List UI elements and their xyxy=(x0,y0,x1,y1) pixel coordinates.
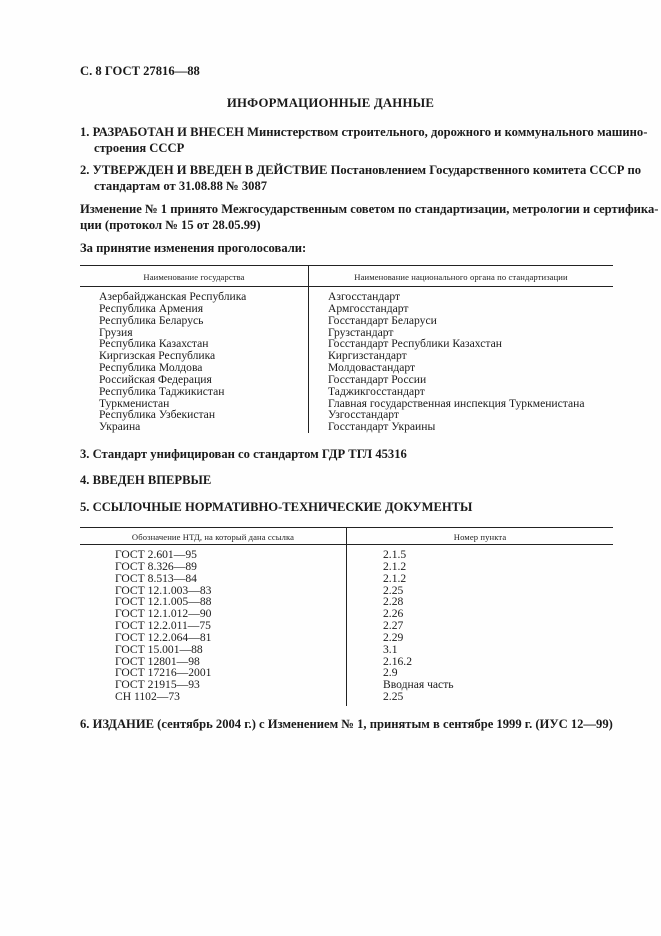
ref-clause-row: 2.25 xyxy=(383,583,404,597)
item-6 xyxy=(80,716,613,733)
ref-clause-row: 2.16.2 xyxy=(383,654,412,668)
item-1-lead: РАЗРАБОТАН И ВНЕСЕН xyxy=(92,125,244,139)
item-6-text: ИЗДАНИЕ (сентябрь 2004 г.) с Изменением № 1, принятым в сентябре 1999 г. (ИУС 12—99) xyxy=(92,717,613,731)
state-row: Республика Казахстан xyxy=(99,337,209,351)
refs-col-header: Обозначение НТД, на который дана ссылка xyxy=(131,532,295,542)
body-row: Госстандарт Украины xyxy=(328,420,436,434)
amendment-line-2: ции (протокол № 15 от 28.05.99) xyxy=(80,218,261,232)
refs-table-header-rule xyxy=(80,544,613,545)
ref-clause-row: 2.29 xyxy=(383,630,404,644)
item-4-number: 4. xyxy=(80,473,90,487)
body-row: Главная государственная инспекция Туркменистана xyxy=(328,396,585,410)
refs-docs-list xyxy=(115,549,211,703)
ref-doc-row: ГОСТ 12.1.003—83 xyxy=(115,583,212,597)
item-1-text-cont: строения СССР xyxy=(94,141,185,155)
voted-label: За принятие изменения проголосовали: xyxy=(80,241,307,255)
ref-doc-row: ГОСТ 15.001—88 xyxy=(115,642,203,656)
states-table-top-rule xyxy=(80,265,613,266)
item-1-number: 1. xyxy=(80,125,90,139)
ref-doc-row: ГОСТ 8.326—89 xyxy=(115,559,197,573)
ref-doc-row: ГОСТ 17216—2001 xyxy=(115,666,212,680)
ref-clause-row: 2.25 xyxy=(383,690,404,704)
section-title: ИНФОРМАЦИОННЫЕ ДАННЫЕ xyxy=(226,96,435,110)
body-row: Азгосстандарт xyxy=(328,290,401,303)
ref-clause-row: 2.1.5 xyxy=(383,548,407,561)
states-table-header-rule xyxy=(80,286,613,287)
ref-clause-row: 2.26 xyxy=(383,607,404,621)
item-2-text-cont: стандартам от 31.08.88 № 3087 xyxy=(94,179,268,193)
ref-clause-row: 3.1 xyxy=(383,642,398,656)
state-row: Украина xyxy=(99,420,141,434)
body-row: Госстандарт Беларуси xyxy=(328,313,437,327)
bodies-list xyxy=(328,291,584,433)
state-row: Азербайджанская Республика xyxy=(99,290,247,303)
state-row: Республика Молдова xyxy=(99,361,203,375)
body-row: Госстандарт Республики Казахстан xyxy=(328,337,502,351)
item-4 xyxy=(80,472,211,489)
state-row: Российская Федерация xyxy=(99,372,212,386)
ref-doc-row: ГОСТ 12.2.064—81 xyxy=(115,630,212,644)
item-1-text: Министерством строительного, дорожного и коммунального машино- xyxy=(247,125,648,139)
state-row: Республика Таджикистан xyxy=(99,384,225,398)
states-col-header: Наименование государства xyxy=(143,272,245,282)
ref-doc-row: ГОСТ 12.1.012—90 xyxy=(115,607,212,621)
item-6-number: 6. xyxy=(80,717,90,731)
item-5 xyxy=(80,499,472,516)
ref-clause-row: 2.28 xyxy=(383,595,404,609)
page-header: С. 8 ГОСТ 27816—88 xyxy=(80,64,200,78)
state-row: Грузия xyxy=(99,325,133,339)
body-row: Армгосстандарт xyxy=(328,301,409,315)
body-row: Грузстандарт xyxy=(328,325,394,339)
item-4-text: ВВЕДЕН ВПЕРВЫЕ xyxy=(92,473,212,487)
body-row: Киргизстандарт xyxy=(328,349,407,363)
ref-clause-row: 2.1.2 xyxy=(383,571,407,585)
item-5-text: ССЫЛОЧНЫЕ НОРМАТИВНО-ТЕХНИЧЕСКИЕ ДОКУМЕНТЫ xyxy=(92,500,473,514)
ref-doc-row: ГОСТ 21915—93 xyxy=(115,678,200,692)
item-3-number: 3. xyxy=(80,447,90,461)
clause-col-header: Номер пункта xyxy=(453,532,507,542)
state-row: Республика Армения xyxy=(99,301,204,315)
states-list xyxy=(99,291,246,433)
ref-clause-row: 2.9 xyxy=(383,666,398,680)
body-row: Госстандарт России xyxy=(328,372,427,386)
ref-clause-row: 2.1.2 xyxy=(383,559,407,573)
states-table-divider xyxy=(308,266,309,433)
state-row: Республика Узбекистан xyxy=(99,408,216,422)
state-row: Туркменистан xyxy=(99,396,170,410)
ref-clause-row: 2.27 xyxy=(383,619,404,633)
amendment-line-1: Изменение № 1 принято Межгосударственным советом по стандартизации, метрологии и сертифика- xyxy=(80,202,659,216)
ref-clause-row: Вводная часть xyxy=(383,678,454,692)
ref-doc-row: ГОСТ 12.2.011—75 xyxy=(115,619,211,633)
ref-doc-row: ГОСТ 2.601—95 xyxy=(115,548,197,561)
item-3-text: Стандарт унифицирован со стандартом ГДР ТГЛ 45316 xyxy=(92,447,407,461)
ref-doc-row: ГОСТ 8.513—84 xyxy=(115,571,197,585)
item-3 xyxy=(80,446,407,463)
ref-doc-row: ГОСТ 12801—98 xyxy=(115,654,200,668)
body-row: Молдовастандарт xyxy=(328,361,416,375)
bodies-col-header: Наименование национального органа по стандартизации xyxy=(354,272,568,282)
refs-clauses-list xyxy=(383,549,454,703)
body-row: Узгосстандарт xyxy=(328,408,399,422)
item-5-number: 5. xyxy=(80,500,90,514)
ref-doc-row: СН 1102—73 xyxy=(115,690,180,704)
ref-doc-row: ГОСТ 12.1.005—88 xyxy=(115,595,212,609)
item-2 xyxy=(80,162,641,179)
state-row: Республика Беларусь xyxy=(99,313,204,327)
item-2-number: 2. xyxy=(80,163,90,177)
item-2-lead: УТВЕРЖДЕН И ВВЕДЕН В ДЕЙСТВИЕ xyxy=(92,163,328,177)
state-row: Киргизская Республика xyxy=(99,349,216,363)
item-1 xyxy=(80,124,647,141)
refs-table-divider xyxy=(346,528,347,706)
body-row: Таджикгосстандарт xyxy=(328,384,425,398)
item-2-text: Постановлением Государственного комитета СССР по xyxy=(330,163,642,177)
